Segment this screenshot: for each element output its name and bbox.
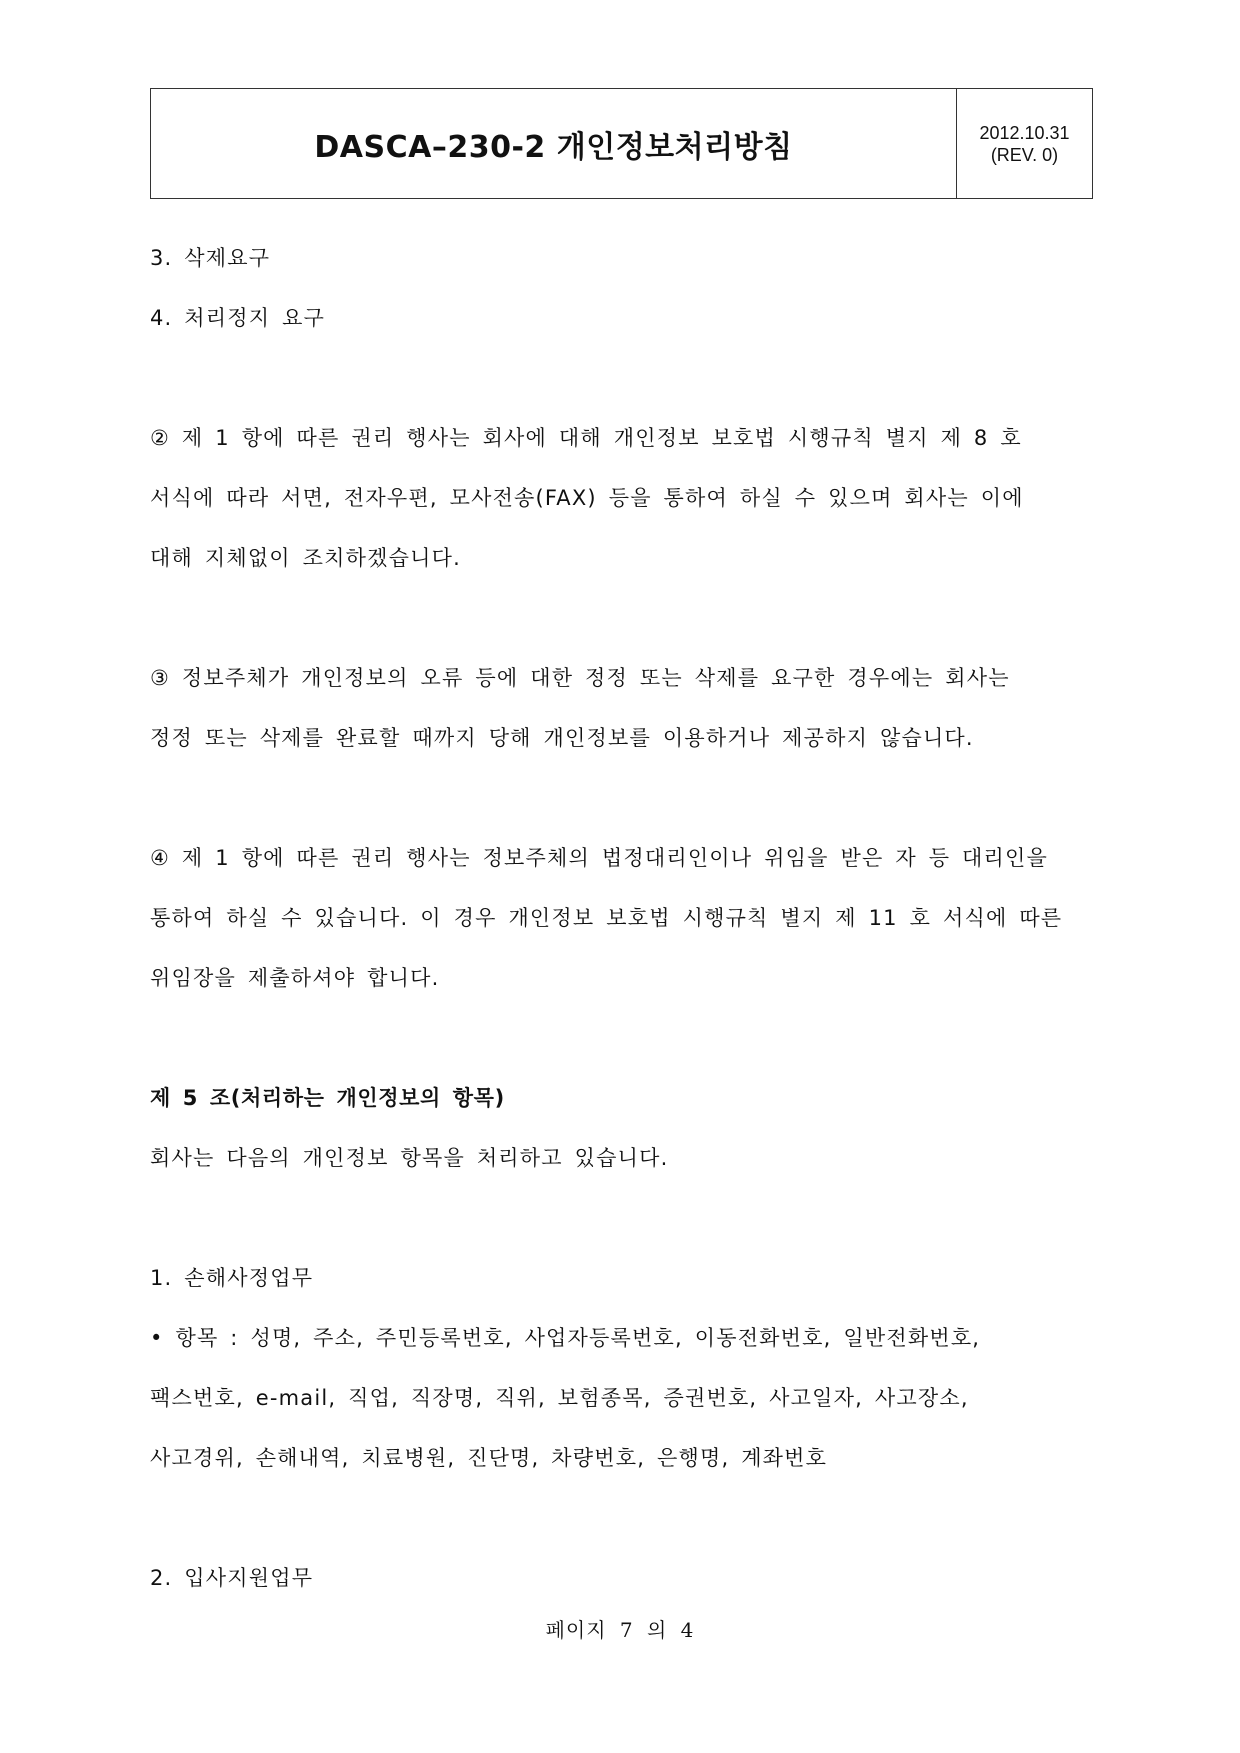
document-title: DASCA–230-2 개인정보처리방침	[151, 89, 957, 198]
paragraph-3-line-1: ③ 정보주체가 개인정보의 오류 등에 대한 정정 또는 삭제를 요구한 경우에는 회사는	[150, 666, 1010, 690]
section-2-heading: 2. 입사지원업무	[150, 1566, 314, 1590]
paragraph-2-line-1: ② 제 1 항에 따른 권리 행사는 회사에 대해 개인정보 보호법 시행규칙 별지 제 8 호	[150, 426, 1022, 450]
section-1-items-line-3: 사고경위, 손해내역, 치료병원, 진단명, 차량번호, 은행명, 계좌번호	[150, 1446, 828, 1470]
article-5-intro: 회사는 다음의 개인정보 항목을 처리하고 있습니다.	[150, 1146, 669, 1170]
list-item-deletion-request: 3. 삭제요구	[150, 246, 271, 270]
paragraph-4-line-3: 위임장을 제출하셔야 합니다.	[150, 966, 440, 990]
document-header	[150, 88, 1093, 199]
page-number: 페이지 7 의 4	[545, 1618, 695, 1642]
section-1-items-line-1: • 항목 : 성명, 주소, 주민등록번호, 사업자등록번호, 이동전화번호, 일반전화번호,	[150, 1326, 981, 1350]
list-item-suspension-request: 4. 처리정지 요구	[150, 306, 326, 330]
section-1-heading: 1. 손해사정업무	[150, 1266, 314, 1290]
section-1-items-line-2: 팩스번호, e-mail, 직업, 직장명, 직위, 보험종목, 증권번호, 사고일자, 사고장소,	[150, 1386, 969, 1410]
paragraph-2-line-2: 서식에 따라 서면, 전자우편, 모사전송(FAX) 등을 통하여 하실 수 있으며 회사는 이에	[150, 486, 1024, 510]
paragraph-4-line-1: ④ 제 1 항에 따른 권리 행사는 정보주체의 법정대리인이나 위임을 받은 자 등 대리인을	[150, 846, 1049, 870]
paragraph-3-line-2: 정정 또는 삭제를 완료할 때까지 당해 개인정보를 이용하거나 제공하지 않습니다.	[150, 726, 974, 750]
document-date: 2012.10.31	[979, 122, 1070, 143]
article-5-heading: 제 5 조(처리하는 개인정보의 항목)	[150, 1086, 505, 1110]
document-revision: (REV. 0)	[990, 144, 1059, 165]
paragraph-4-line-2: 통하여 하실 수 있습니다. 이 경우 개인정보 보호법 시행규칙 별지 제 11 호 서식에 따른	[150, 906, 1063, 930]
document-meta	[957, 89, 1092, 198]
paragraph-2-line-3: 대해 지체없이 조치하겠습니다.	[150, 546, 461, 570]
